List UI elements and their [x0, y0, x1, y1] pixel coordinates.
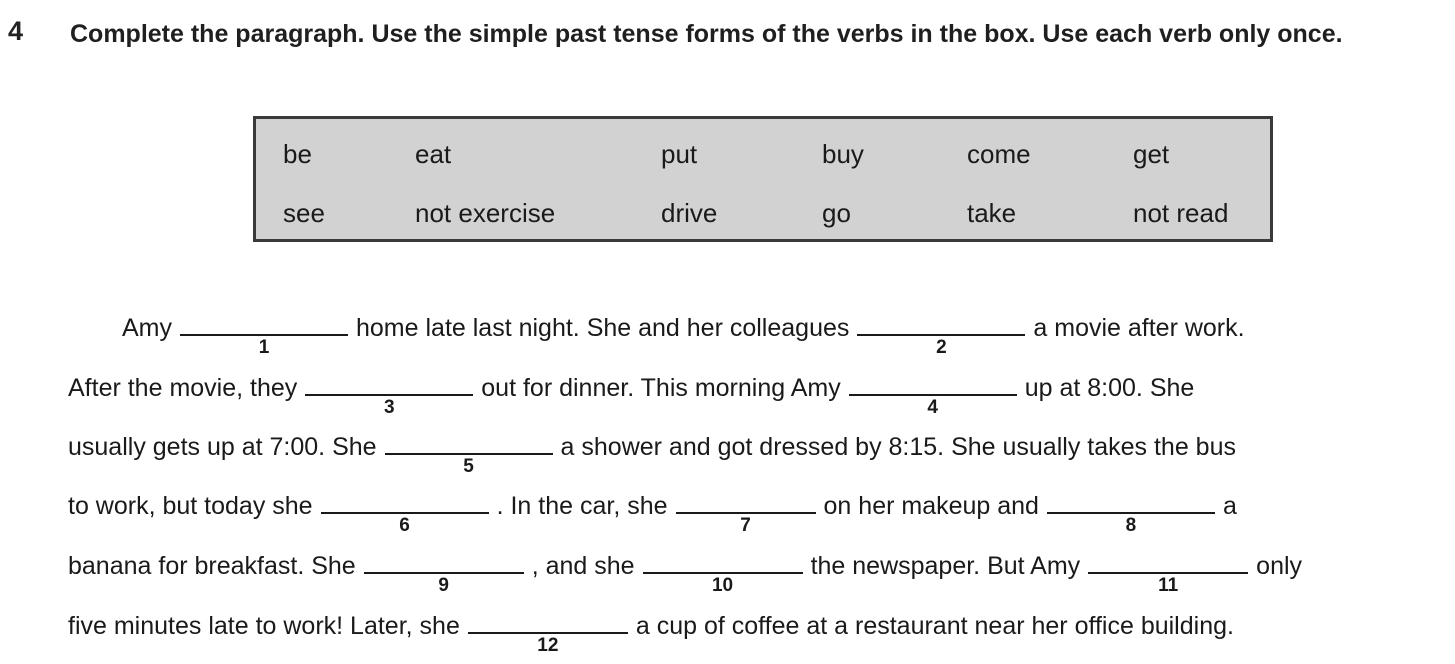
blank-number: 1 — [258, 337, 270, 358]
verb-be: be — [283, 139, 312, 169]
blank-number: 10 — [711, 575, 734, 596]
verb-get: get — [1133, 139, 1170, 169]
paragraph-line-5 — [68, 546, 1303, 596]
verb-see: see — [283, 198, 325, 228]
answer-blank-1[interactable] — [180, 312, 348, 358]
text-segment: a cup of coffee at a restaurant near her office building. — [635, 612, 1234, 640]
text-segment: a — [1222, 492, 1237, 520]
answer-blank-5[interactable] — [385, 431, 553, 477]
text-segment: only — [1256, 552, 1303, 580]
exercise-instruction: Complete the paragraph. Use the simple past tense forms of the verbs in the box. Use each verb only once. — [70, 20, 1343, 48]
text-segment: home late last night. She and her colleagues — [356, 314, 850, 342]
exercise-number: 4 — [8, 16, 24, 46]
text-segment: a movie after work. — [1033, 314, 1245, 342]
text-segment: the newspaper. But Amy — [810, 552, 1081, 580]
text-segment: up at 8:00. She — [1024, 374, 1195, 402]
answer-blank-9[interactable] — [364, 550, 524, 596]
blank-number: 8 — [1125, 515, 1137, 536]
text-segment: five minutes late to work! Later, she — [68, 612, 460, 640]
answer-blank-4[interactable] — [849, 372, 1017, 418]
paragraph-line-1 — [122, 308, 1245, 358]
blank-number: 9 — [438, 575, 449, 596]
text-segment: to work, but today she — [68, 492, 313, 520]
paragraph-line-3 — [68, 427, 1236, 477]
blank-number: 7 — [740, 515, 751, 536]
verb-buy: buy — [822, 139, 864, 169]
answer-blank-10[interactable] — [643, 550, 803, 596]
verb-put: put — [661, 139, 698, 169]
text-segment: Amy — [122, 314, 172, 342]
answer-blank-8[interactable] — [1047, 490, 1215, 536]
paragraph-line-6 — [68, 606, 1234, 656]
answer-blank-12[interactable] — [468, 610, 628, 656]
blank-number: 2 — [936, 337, 947, 358]
verb-not-read: not read — [1133, 198, 1229, 228]
blank-number: 12 — [537, 635, 559, 656]
text-segment: out for dinner. This morning Amy — [481, 374, 841, 402]
verb-come: come — [967, 139, 1031, 169]
text-segment: banana for breakfast. She — [68, 552, 356, 580]
blank-number: 6 — [399, 515, 410, 536]
blank-number: 5 — [463, 456, 474, 477]
paragraph-line-2 — [68, 368, 1195, 418]
blank-number: 4 — [927, 397, 938, 418]
answer-blank-7[interactable] — [676, 490, 816, 536]
verb-take: take — [967, 198, 1017, 228]
paragraph-line-4 — [68, 486, 1237, 536]
verb-drive: drive — [661, 198, 718, 228]
text-segment: a shower and got dressed by 8:15. She usually takes the bus — [560, 433, 1236, 461]
text-segment: After the movie, they — [68, 374, 298, 402]
blank-number: 3 — [383, 397, 395, 418]
answer-blank-11[interactable] — [1088, 550, 1248, 596]
verb-not-exercise: not exercise — [415, 198, 556, 228]
verb-go: go — [822, 198, 851, 228]
answer-blank-6[interactable] — [321, 490, 489, 536]
verb-eat: eat — [415, 139, 452, 169]
text-segment: usually gets up at 7:00. She — [68, 433, 377, 461]
text-segment: , and she — [531, 552, 635, 580]
answer-blank-3[interactable] — [305, 372, 473, 418]
blank-number: 11 — [1158, 575, 1179, 596]
answer-blank-2[interactable] — [857, 312, 1025, 358]
text-segment: on her makeup and — [823, 492, 1039, 520]
text-segment: . In the car, she — [496, 492, 668, 520]
